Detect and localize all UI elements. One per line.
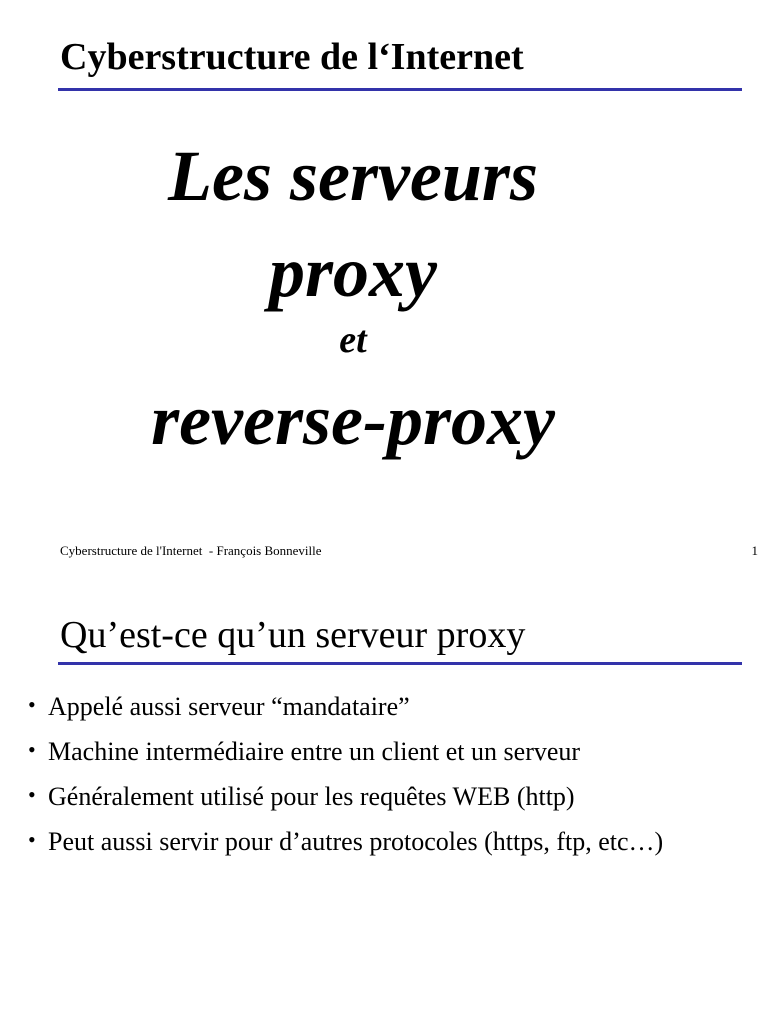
bullet-text: Machine intermédiaire entre un client et un serveur xyxy=(48,737,581,766)
slide-header-title: Cyberstructure de l‘Internet xyxy=(60,36,524,78)
slide-header-title: Qu’est-ce qu’un serveur proxy xyxy=(60,614,526,656)
bullet-item xyxy=(28,823,728,861)
bullet-icon: • xyxy=(28,827,36,852)
slide-2 xyxy=(0,580,768,1024)
slide-footer xyxy=(60,543,758,559)
bullet-text: Peut aussi servir pour d’autres protocoles (https, ftp, etc…) xyxy=(48,827,664,856)
slide-title-line-1: Les serveurs xyxy=(168,136,538,216)
bullet-icon: • xyxy=(28,692,36,717)
slide-title-line-2: proxy xyxy=(269,232,437,312)
bullet-item xyxy=(28,688,728,726)
slide-title-connector: et xyxy=(339,319,367,361)
bullet-icon: • xyxy=(28,737,36,762)
header-rule xyxy=(58,88,742,91)
bullet-item xyxy=(28,778,728,816)
bullet-text: Appelé aussi serveur “mandataire” xyxy=(48,692,410,721)
bullet-icon: • xyxy=(28,782,36,807)
bullet-text: Généralement utilisé pour les requêtes WEB (http) xyxy=(48,782,575,811)
bullet-item xyxy=(28,733,728,771)
page-number: 1 xyxy=(751,543,758,558)
slide-title-line-3: reverse-proxy xyxy=(151,380,555,460)
bullet-list xyxy=(28,688,728,868)
footer-text: Cyberstructure de l'Internet - François Bonneville xyxy=(60,543,322,558)
header-rule xyxy=(58,662,742,665)
